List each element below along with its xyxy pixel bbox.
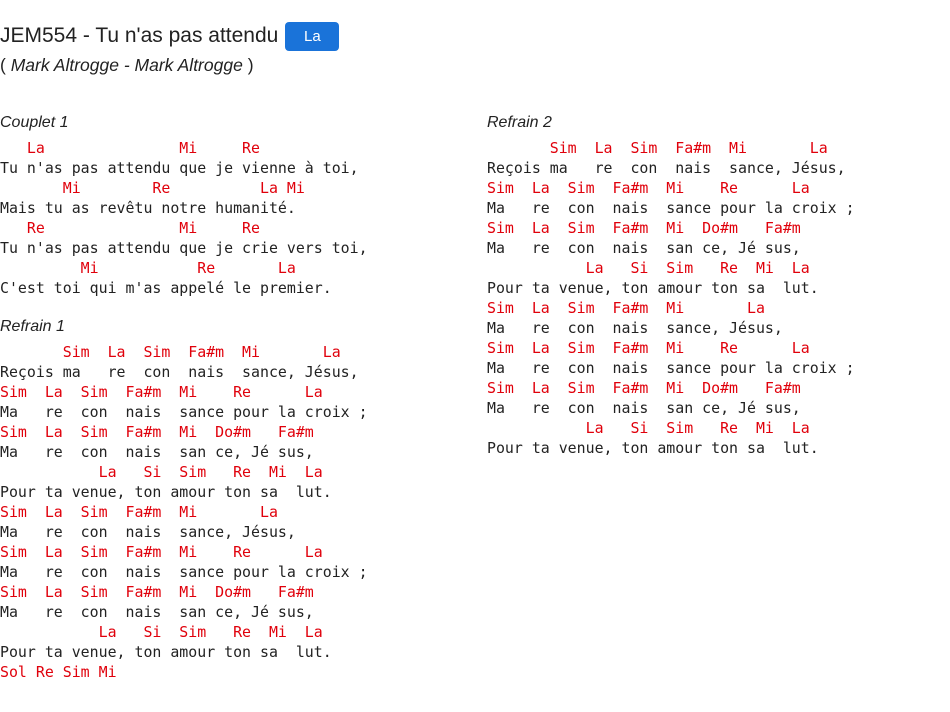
section-body [487, 138, 855, 458]
lyric-line: Mais tu as revêtu notre humanité. [0, 199, 296, 217]
lyric-line: Reçois ma re con nais sance, Jésus, [0, 363, 359, 381]
lyric-line: Ma re con nais san ce, Jé sus, [0, 603, 314, 621]
lyric-line: Ma re con nais sance, Jésus, [0, 523, 296, 541]
chord-line: Sim La Sim Fa#m Mi La [0, 343, 341, 361]
song-header [0, 20, 339, 76]
lyric-line: Pour ta venue, ton amour ton sa lut. [0, 643, 332, 661]
chord-line: La Si Sim Re Mi La [0, 623, 323, 641]
chord-line: Sim La Sim Fa#m Mi Re La [487, 339, 810, 357]
chord-line: La Si Sim Re Mi La [0, 463, 323, 481]
chord-line: Sim La Sim Fa#m Mi Re La [487, 179, 810, 197]
authors-close-paren: ) [242, 55, 254, 75]
chord-line: Re Mi Re [0, 219, 260, 237]
chord-line: Sol Re Sim Mi [0, 663, 117, 681]
chord-line: Mi Re La Mi [0, 179, 305, 197]
lyric-line: Ma re con nais sance pour la croix ; [0, 563, 368, 581]
right-column [487, 112, 855, 476]
song-section [0, 112, 368, 298]
lyric-line: C'est toi qui m'as appelé le premier. [0, 279, 332, 297]
lyric-line: Tu n'as pas attendu que je crie vers toi, [0, 239, 368, 257]
section-body [0, 342, 368, 682]
key-button[interactable]: La [285, 22, 339, 51]
lyric-line: Ma re con nais san ce, Jé sus, [487, 399, 801, 417]
lyric-line: Pour ta venue, ton amour ton sa lut. [487, 279, 819, 297]
lyric-line: Ma re con nais sance pour la croix ; [487, 199, 855, 217]
lyric-line: Ma re con nais san ce, Jé sus, [487, 239, 801, 257]
chord-line: Mi Re La [0, 259, 296, 277]
song-authors [0, 55, 339, 76]
chord-line: Sim La Sim Fa#m Mi Re La [0, 543, 323, 561]
chord-line: Sim La Sim Fa#m Mi La [0, 503, 278, 521]
authors-open-paren: ( [0, 55, 11, 75]
title-row [0, 20, 339, 52]
chord-line: Sim La Sim Fa#m Mi Do#m Fa#m [0, 423, 314, 441]
chord-line: La Mi Re [0, 139, 260, 157]
lyric-line: Pour ta venue, ton amour ton sa lut. [487, 439, 819, 457]
chord-line: Sim La Sim Fa#m Mi Do#m Fa#m [487, 379, 801, 397]
chord-line: Sim La Sim Fa#m Mi Do#m Fa#m [0, 583, 314, 601]
song-title: JEM554 - Tu n'as pas attendu [0, 24, 279, 47]
section-body [0, 138, 368, 298]
left-column [0, 112, 368, 700]
section-title: Couplet 1 [0, 114, 69, 131]
lyric-line: Pour ta venue, ton amour ton sa lut. [0, 483, 332, 501]
lyric-line: Tu n'as pas attendu que je vienne à toi, [0, 159, 359, 177]
song-section [487, 112, 855, 458]
authors-names: Mark Altrogge - Mark Altrogge [10, 55, 243, 75]
chord-line: Sim La Sim Fa#m Mi La [487, 139, 828, 157]
chord-line: Sim La Sim Fa#m Mi Re La [0, 383, 323, 401]
chord-line: Sim La Sim Fa#m Mi Do#m Fa#m [487, 219, 801, 237]
lyric-line: Ma re con nais sance, Jésus, [487, 319, 783, 337]
chord-line: La Si Sim Re Mi La [487, 259, 810, 277]
section-title: Refrain 2 [487, 114, 552, 131]
lyric-line: Ma re con nais san ce, Jé sus, [0, 443, 314, 461]
chord-line: La Si Sim Re Mi La [487, 419, 810, 437]
lyric-line: Ma re con nais sance pour la croix ; [487, 359, 855, 377]
song-section [0, 316, 368, 682]
section-title: Refrain 1 [0, 318, 65, 335]
chord-line: Sim La Sim Fa#m Mi La [487, 299, 765, 317]
lyric-line: Ma re con nais sance pour la croix ; [0, 403, 368, 421]
lyric-line: Reçois ma re con nais sance, Jésus, [487, 159, 846, 177]
